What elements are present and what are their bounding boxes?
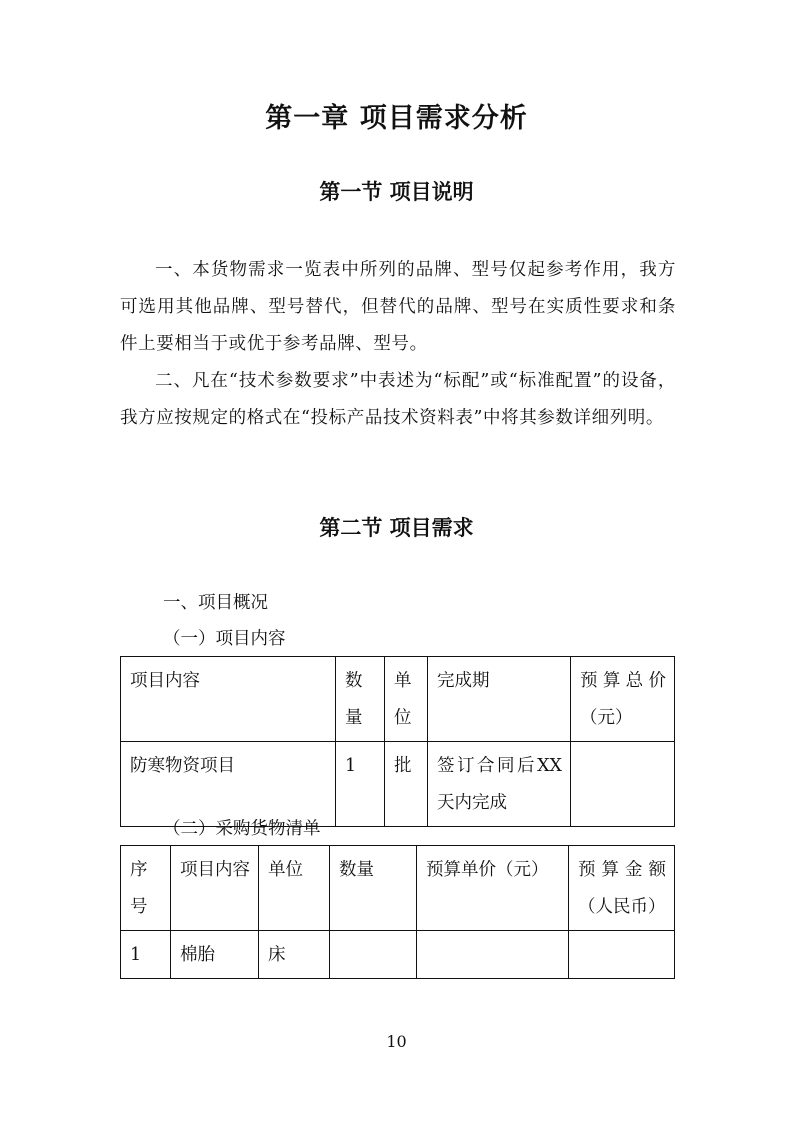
project-content-heading: （一）项目内容 (163, 629, 286, 649)
table-cell (571, 742, 675, 827)
table-header-row (121, 846, 675, 931)
project-overview-heading: 一、项目概况 (163, 593, 268, 613)
table-row (121, 742, 675, 827)
page-number: 10 (386, 1032, 407, 1051)
project-content-table (120, 656, 675, 827)
table-cell (569, 931, 675, 979)
header-cell: 数量 (330, 846, 417, 931)
header-cell: 单位 (385, 657, 428, 742)
table-cell: 1 (121, 931, 171, 979)
purchase-list-table (120, 845, 675, 979)
header-cell: 预算总价（元） (571, 657, 675, 742)
paragraph-standard-config: 二、凡在“技术参数要求”中表述为“标配”或“标准配置”的设备，我方应按规定的格式在“投标产品技术资料表”中将其参数详细列明。 (120, 371, 676, 428)
header-cell: 预算金额（人民币） (569, 846, 675, 931)
table-cell: 棉胎 (171, 931, 259, 979)
header-cell: 序号 (121, 846, 171, 931)
table-cell: 防寒物资项目 (121, 742, 336, 827)
section-title-requirements: 第二节 项目需求 (319, 516, 474, 540)
table-cell: 1 (336, 742, 385, 827)
paragraph-brand-note: 一、本货物需求一览表中所列的品牌、型号仅起参考作用，我方可选用其他品牌、型号替代，但替代的品牌、型号在实质性要求和条件上要相当于或优于参考品牌、型号。 (120, 260, 676, 354)
table-cell: 签订合同后XX天内完成 (428, 742, 571, 827)
header-cell: 项目内容 (121, 657, 336, 742)
header-cell: 预算单价（元） (417, 846, 569, 931)
table-row (121, 931, 675, 979)
header-cell: 完成期 (428, 657, 571, 742)
table-cell: 床 (259, 931, 330, 979)
chapter-title: 第一章 项目需求分析 (265, 103, 528, 134)
table-cell (330, 931, 417, 979)
table-header-row (121, 657, 675, 742)
section-title-explanation: 第一节 项目说明 (319, 180, 474, 204)
header-cell: 数量 (336, 657, 385, 742)
header-cell: 单位 (259, 846, 330, 931)
header-cell: 项目内容 (171, 846, 259, 931)
purchase-list-heading: （二）采购货物清单 (163, 819, 321, 839)
table-cell: 批 (385, 742, 428, 827)
table-cell (417, 931, 569, 979)
